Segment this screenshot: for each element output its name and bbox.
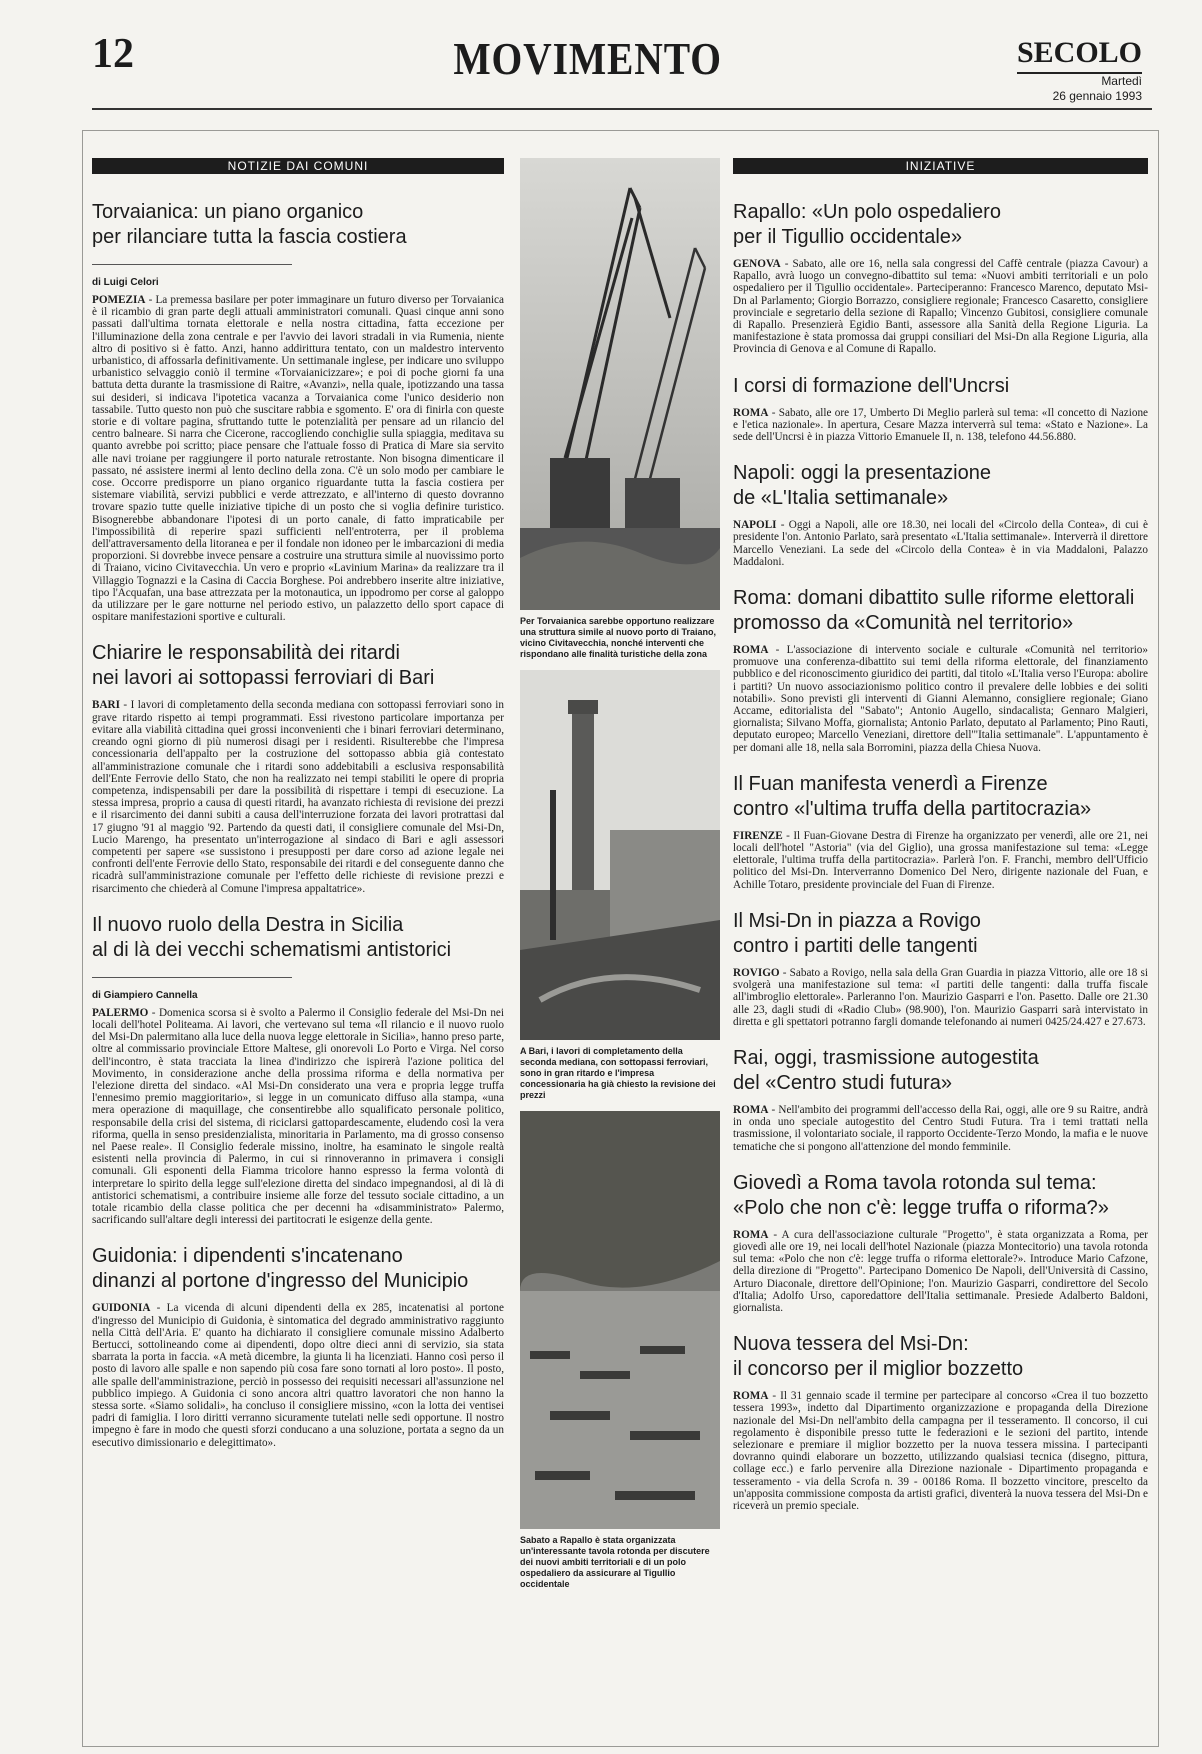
- article-body: ROMA - Nell'ambito dei programmi dell'accesso della Rai, oggi, alle ore 9 su Raitre, andrà in onda uno speciale autogestito del Centro Studi Futura. Tra i temi trattati nella trasmissione, il volontariato sociale, il rapporto Occidente-Terzo Mondo, la mafia e le nuove tematiche che si pongono all'attenzione del mondo femminile.: [733, 1103, 1148, 1153]
- masthead: [1017, 36, 1142, 104]
- article-body: ROMA - Sabato, alle ore 17, Umberto Di Meglio parlerà sul tema: «Il concetto di Nazione e l'etica nazionale». In apertura, Cesare Mazza interverrà sul tema: «Stato e Nazione». La sede dell'Uncrsi è in piazza Vittorio Emanuele II, n. 138, telefono 44.56.880.: [733, 406, 1149, 444]
- placeline: ROVIGO: [733, 966, 780, 979]
- placeline: GENOVA: [733, 258, 781, 270]
- headline: [733, 461, 1148, 511]
- article-bari: [92, 641, 504, 894]
- port-cranes-illustration: [520, 158, 720, 610]
- headline-line-2: dinanzi al portone d'ingresso del Municipio: [92, 1270, 469, 1293]
- headline-line-2: «Polo che non c'è: legge truffa o riforma?»: [733, 1196, 1109, 1219]
- article-fuan-firenze: [733, 772, 1148, 891]
- headline: [733, 909, 1148, 959]
- masthead-date: 26 gennaio 1993: [1052, 89, 1142, 103]
- article-body: ROVIGO - Sabato a Rovigo, nella sala della Gran Guardia in piazza Vittorio, alle ore 18 si svolgerà una manifestazione sul tema: «I partiti delle tangenti: dalla truffa fiscale all'imbroglio elettorale». Parleranno l'on. Maurizio Gasparri e l'on. Pasetto. Dalle ore 21.30 alle 23, dagli studi di «Radio Club» (98.900), l'on. Maurizio Gasparri sarà intervistato in diretta e gli spettatori potranno fargli domande telefonando ai numeri 0425/24.427 e 27.673.: [733, 966, 1148, 1028]
- headline-line-1: Il Fuan manifesta venerdì a Firenze: [733, 772, 1048, 795]
- left-column: [92, 158, 504, 1467]
- headline-line-1: Roma: domani dibattito sulle riforme elettorali: [733, 587, 1135, 610]
- headline-line-2: il concorso per il miglior bozzetto: [733, 1358, 1024, 1381]
- placeline: ROMA: [733, 644, 769, 657]
- byline: di Luigi Celori: [92, 264, 292, 288]
- bari-illustration: [520, 670, 720, 1040]
- article-tessera: [733, 1332, 1148, 1512]
- placeline: ROMA: [733, 406, 769, 419]
- tower-top: [568, 700, 598, 714]
- headline: [733, 1332, 1148, 1382]
- lamp-post: [550, 790, 556, 940]
- headline-line-1: Giovedì a Roma tavola rotonda sul tema:: [733, 1171, 1097, 1194]
- article-napoli: [733, 461, 1148, 568]
- header-rule: [92, 108, 1152, 110]
- headline-line-1: Napoli: oggi la presentazione: [733, 462, 991, 485]
- body-text: I lavori di completamento della seconda mediana con sottopassi ferroviari sono in grave ritardo rispetto ai tempi programmati. Essi rivestono particolare importanza per evitare alla viabilità cittadina quei grossi inconvenienti che i binari ferroviari determinano, creando ogni giorno di più numerosi disagi per i residenti. Risulterebbe che l'impresa concessionaria dell'appalto per la costruzione del sottopasso abbia già contestato all'amministrazione comunale che i ritardi sono addebitabili a esclusiva responsabilità dell'Ente Ferrovie dello Stato, che non ha realizzato nei tempi stabiliti le opere di propria competenza, indispensabili per dare la possibilità di rispettare i tempi di esecuzione. La stessa impresa, proprio a causa di questi ritardi, ha avanzato richiesta di revisione dei prezzi e il risarcimento dei danni subiti a causa dell'interruzione forzata dei lavori protrattasi dal 17 giugno '91 al maggio '92. Partendo da questi dati, il consigliere comunale del Msi-Dn, Lucio Marengo, ha presentato un'interrogazione al sindaco di Bari e agli assessori competenti per sapere «se sussistono i presupposti per dare corso ad azione legale nei confronti dell'ente Ferrovie dello Stato, responsabile dei ritardi e del conseguente danno che ricadrà sull'amministrazione comunale per l'effetto delle richieste di revisione prezzi e risarcimento che chiederà al Comune l'impresa appaltatrice».: [92, 699, 504, 895]
- rapallo-illustration: [520, 1111, 720, 1529]
- article-body: NAPOLI - Oggi a Napoli, alle ore 18.30, nei locali del «Circolo della Contea», di cui è presidente l'on. Antonio Parlato, sarà presentato «L'Italia settimanale». Interverrà il direttore Marcello Veneziani. La sede del «Circolo della Contea» è in via Maddaloni, Palazzo Maddaloni.: [733, 519, 1148, 568]
- headline: [92, 641, 504, 691]
- headline: [733, 1171, 1148, 1221]
- headline-line-1: Guidonia: i dipendenti s'incatenano: [92, 1245, 403, 1268]
- article-sicilia: [92, 913, 504, 1227]
- article-rovigo: [733, 909, 1148, 1028]
- body-text: L'associazione di intervento sociale e culturale «Comunità nel territorio» promuove una conferenza-dibattito sui temi della riforma elettorale, del finanziamento pubblico e del riconoscimento giuridico dei partiti, dal titolo «L'Italia verso l'Europa: abolire i partiti? Un nuovo associazionismo politico contro il prevalere delle lobbies e dei soliti notabili». Sono previsti gli interventi di Gianni Alemanno, consigliere regionale; Giano Accame, editorialista del "Sabato"; Antonio Augello, sindacalista; Gennaro Malgieri, giornalista; Silvano Moffa, giornalista; Antonio Parlato, deputato al Parlamento; Pino Rauti, deputato europeo; Marcello Veneziani, direttore dell'"Italia settimanale". L'appuntamento è per domani alle 18, nella sala Borromini, piazza della Chiesa Nuova.: [733, 644, 1148, 754]
- body-text: Il 31 gennaio scade il termine per partecipare al concorso «Crea il tuo bozzetto tessera 1993», indetto dal Dipartimento organizzazione e propaganda della Direzione nazionale del Msi-Dn nell'ambito della campagna per il tesseramento. Il concorso, il cui regolamento è disponibile presso tutte le federazioni e le sezioni del partito, intende selezionare e premiare il miglior bozzetto per la nuova tessera missina. I partecipanti dovranno quindi elaborare un bozzetto, utilizzando qualsiasi tecnica (disegno, pittura, collage ecc.) e farlo pervenire alla Direzione nazionale - Dipartimento propaganda e tesseramento - via della Scrofa n. 39 - 00186 Roma. Il bozzetto vincitore, prescelto da un'apposita commissione composta da artisti grafici, diventerà la nuova tessera del Msi-Dn e riceverà un premio speciale.: [733, 1390, 1148, 1512]
- article-body: POMEZIA - La premessa basilare per poter immaginare un futuro diverso per Torvaianica è il ricambio di gran parte degli attuali amministratori comunali. Quasi cinque anni sono passati dall'ultima tornata elettorale e nella nostra cittadina, fatta eccezione per l'illuminazione della zona centrale e per l'avvio dei lavori stradali in via Rumenia, niente altro di positivo si è fatto. Anzi, hanno addirittura tentato, con un maldestro intervento urbanistico, di affossarla definitivamente. Un settimanale inglese, per indicare uno sviluppo urbanistico selvaggio coniò il termine «Torvaianicizzare»; e poi di poche giorni fa una battuta detta durante la trasmissione di Raitre, «Avanzi», nella quale, ipotizzando una tassa sui desideri, si indicava l'ipotetica vacanza a Torvaianica come l'unico desiderio non tassabile. Tutto questo non può che suscitare rabbia e sgomento. E' ora di finirla con queste storie e di voltare pagina, sfruttando tutte le potenzialità per pensare ad un rilancio del centro balneare. Si narra che Cicerone, raccogliendo conchiglie sulla spiaggia, meditava su quanto avrebbe poi scritto; piace pensare che l'attuale fosso di Pratica di Mare sia servito alle navi troiane per raggiungere il porto naturale retrostante. Non bisogna dimenticare il passato, né assistere inermi al lento declino della zona. C'è un solo modo per cambiare le cose. Occorre predisporre un piano organico riguardante tutta la fascia costiera per sistemare viabilità, servizi pubblici e verde attrezzato, e all'interno di questo dovranno trovare spazio tutte quelle iniziative tipiche di un posto che si voglia definire turistico. Bisognerebbe abbandonare l'ipotesi di un porto canale, di fatto impraticabile per l'impossibilità di reperire spazi sufficienti nell'entroterra, per il problema dell'attraversamento della litoranea e per il fondale non idoneo per le imbarcazioni di media proporzioni. Si dovrebbe invece pensare a costruire una struttura simile al nuovissimo porto di Traiano, vicino Civitavecchia. Un vero e proprio «Lavinium Marina» da realizzare tra il Villaggio Tognazzi e la Casina di Caccia Borghese. Poi andrebbero inserite altre iniziative, tipo l'Acquafan, una base attrezzata per la motonautica, un ippodromo per corse al galoppo da utilizzare per le gare notturne nel periodo estivo, un palazzetto dello sport capace di ospitare manifestazioni sportive e culturali.: [92, 294, 504, 624]
- body-text: Il Fuan-Giovane Destra di Firenze ha organizzato per venerdì, alle ore 21, nei locali dell'hotel "Astoria" (via del Giglio), una grossa manifestazione sul tema: «Legge elettorale, l'ultima truffa della partitocrazia». Parlerà l'on. F. Franchi, membro dell'Ufficio politico del Msi-Dn. Interverranno Domenico Del Nero, dirigente nazionale del Fuan, e Achille Totaro, presidente provinciale del Fuan di Firenze.: [733, 829, 1148, 891]
- headline: [733, 374, 1148, 399]
- headline-line-2: promosso da «Comunità nel territorio»: [733, 612, 1074, 635]
- article-body: PALERMO - Domenica scorsa si è svolto a Palermo il Consiglio federale del Msi-Dn nei locali dell'hotel Politeama. Ai lavori, che vertevano sul tema «Il rilancio e il nuovo ruolo del Msi-Dn palermitano alla luce della nuova legge elettorale in Sicilia», hanno preso parte, oltre al commissario provinciale Ettore Maltese, gli onorevoli Lo Porto e Virga. Nel corso dell'incontro, è stata tracciata la linea d'indirizzo che ispirerà l'azione politica del Movimento, in considerazione anche della prossima riforma e della normativa per l'elezione diretta del sindaco. «Al Msi-Dn considerato una vera e propria legge truffa l'ennesimo premio maggioritario», si legge in un comunicato diffuso alla stampa, «una mera operazione di maquillage, che consentirebbe allo squalificato personale politico, responsabile della crisi del sistema, di riciclarsi gattopardescamente, eludendo così la vera riforma, quella in senso presidenzialista, minoritaria in Parlamento, ma di grosso consenso nel Paese reale». Il Consiglio federale missino, inoltre, ha esaminato le singole realtà esistenti nella provincia di Palermo, in cui si rinnoveranno in primavera i consigli comunali. Gli esponenti della Fiamma tricolore hanno espresso la ferma volontà di interpretare lo spirito della legge sull'elezione diretta del sindaco impegnandosi, al di là di antistorici schematismi, a contribuire insieme alle forze del tessuto sociale cittadino, a un totale ricambio della classe politica che per decenni ha «disamministrato» Palermo, sacrificando sull'altare degli interessi dei partitocrati le esigenze della gente.: [92, 1006, 504, 1227]
- headline-line-2: nei lavori ai sottopassi ferroviari di Bari: [92, 667, 435, 690]
- section-band-notizie: NOTIZIE DAI COMUNI: [92, 158, 504, 174]
- headline-line-1: Il nuovo ruolo della Destra in Sicilia: [92, 913, 404, 936]
- headline: [733, 586, 1148, 636]
- section-band-iniziative: INIZIATIVE: [733, 158, 1148, 174]
- article-uncrsi: [733, 374, 1148, 444]
- photo-caption-torvaianica: Per Torvaianica sarebbe opportuno realizzare una struttura simile al nuovo porto di Traiano, vicino Civitavecchia, nonché interventi che rispondano alle finalità turistiche della zona: [520, 616, 717, 659]
- headline-line-2: contro «l'ultima truffa della partitocrazia»: [733, 797, 1092, 820]
- photo-port-cranes: [520, 158, 720, 610]
- headline-line-1: Il Msi-Dn in piazza a Rovigo: [733, 909, 981, 932]
- article-body: GUIDONIA - La vicenda di alcuni dipendenti della ex 285, incatenatisi al portone d'ingresso del Municipio di Guidonia, è sintomatica del degrado amministrativo raggiunto nella Città dell'Aria. E' quanto ha dichiarato il consigliere comunale missino Adalberto Bertucci, sottolineando come ai dipendenti, dopo oltre dieci anni di servizio, sia stata sbarrata la porta in faccia. «A metà dicembre, la giunta li ha licenziati. Hanno così perso il posto di lavoro alle spalle e non sapendo più cosa fare sono tornati al loro posto». Il posto, alle spalle dell'amministrazione, perciò in possesso dei requisiti necessari all'assunzione nel pubblico impiego. A Guidonia ci sono ancora altri quattro lavoratori che non hanno la stessa sorte. «Siamo solidali», ha concluso il consigliere missino, «con la lotta dei ventisei padri di famiglia. I loro diritti verranno sicuramente tutelati nelle sedi opportune. Il nostro impegno è fare in modo che questi sforzi conducano a una soluzione, portata a segno da un esecutivo dimissionario e delegittimato».: [92, 1302, 504, 1449]
- article-rapallo: [733, 200, 1148, 356]
- article-body: ROMA - Il 31 gennaio scade il termine per partecipare al concorso «Crea il tuo bozzetto tessera 1993», indetto dal Dipartimento organizzazione e propaganda della Direzione nazionale del Msi-Dn nell'ambito della campagna per il tesseramento. Il concorso, il cui regolamento è disponibile presso tutte le federazioni e le sezioni del partito, intende selezionare e premiare il miglior bozzetto per la nuova tessera missina. I partecipanti dovranno quindi elaborare un bozzetto, utilizzando qualsiasi tecnica (disegno, pittura, collage ecc.) e farlo pervenire alla Direzione nazionale - Dipartimento propaganda e tesseramento - via della Scrofa n. 39 - 00186 Roma. Il bozzetto vincitore, prescelto da un'apposita commissione composta da artisti grafici, diventerà la nuova tessera del Msi-Dn e riceverà un premio speciale.: [733, 1390, 1148, 1512]
- headline: [733, 1046, 1148, 1096]
- body-text: Sabato, alle ore 17, Umberto Di Meglio parlerà sul tema: «Il concetto di Nazione e l'etica nazionale». In apertura, Cesare Mazza interverrà sul tema: «Stato e Nazione». La sede dell'Uncrsi è in piazza Vittorio Emanuele II, n. 138, telefono 44.56.880.: [733, 406, 1149, 444]
- headline: [733, 200, 1148, 250]
- body-text: La vicenda di alcuni dipendenti della ex 285, incatenatisi al portone d'ingresso del Municipio di Guidonia, è sintomatica del degrado amministrativo raggiunto nella Città dell'Aria. E' quanto ha dichiarato il consigliere comunale missino Adalberto Bertucci, sottolineando come ai dipendenti, dopo oltre dieci anni di servizio, sia stata sbarrata la porta in faccia. «A metà dicembre, la giunta li ha licenziati. Hanno così perso il posto di lavoro alle spalle e non sapendo più cosa fare sono tornati al loro posto». Il posto, alle spalle dell'amministrazione, perciò in possesso dei requisiti necessari all'assunzione nel pubblico impiego. A Guidonia ci sono ancora altri quattro lavoratori che non hanno la stessa sorte. «Siamo solidali», ha concluso il consigliere missino, «con la lotta dei ventisei padri di famiglia. I loro diritti verranno sicuramente tutelati nelle sedi opportune. Il nostro impegno è fare in modo che questi sforzi conducano a una soluzione, portata a segno da un esecutivo dimissionario e delegittimato».: [92, 1302, 504, 1449]
- photo-caption-rapallo: Sabato a Rapallo è stata organizzata un'interessante tavola rotonda per discutere dei nuovi ambiti territoriali e di un polo ospedaliero da assicurare al Tigullio occidentale: [520, 1535, 710, 1589]
- article-guidonia: [92, 1244, 504, 1448]
- placeline: NAPOLI: [733, 519, 777, 532]
- headline: [733, 772, 1148, 822]
- headline-line-2: per rilanciare tutta la fascia costiera: [92, 226, 407, 248]
- article-rai-futura: [733, 1046, 1148, 1153]
- section-title: MOVIMENTO: [453, 33, 722, 84]
- tower: [572, 710, 594, 890]
- placeline: FIRENZE: [733, 829, 783, 842]
- masthead-day: Martedì: [1101, 74, 1142, 88]
- photo-rapallo: [520, 1111, 720, 1529]
- headline-line-2: per il Tigullio occidentale»: [733, 226, 963, 248]
- right-column: [733, 158, 1148, 1530]
- body-text: La premessa basilare per poter immaginare un futuro diverso per Torvaianica è il ricambio di gran parte degli attuali amministratori comunali. Quasi cinque anni sono passati dall'ultima tornata elettorale e nella nostra cittadina, fatta eccezione per l'illuminazione della zona centrale e per l'avvio dei lavori stradali in via Rumenia, niente altro di positivo si è fatto. Anzi, hanno addirittura tentato, con un maldestro intervento urbanistico, di affossarla definitivamente. Un settimanale inglese, per indicare uno sviluppo urbanistico selvaggio coniò il termine «Torvaianicizzare»; e poi di poche giorni fa una battuta detta durante la trasmissione di Raitre, «Avanzi», nella quale, ipotizzando una tassa sui desideri, si indicava l'ipotetica vacanza a Torvaianica come l'unico desiderio non tassabile. Tutto questo non può che suscitare rabbia e sgomento. E' ora di finirla con queste storie e di voltare pagina, sfruttando tutte le potenzialità per pensare ad un rilancio del centro balneare. Si narra che Cicerone, raccogliendo conchiglie sulla spiaggia, meditava su quanto avrebbe poi scritto; piace pensare che l'attuale fosso di Pratica di Mare sia servito alle navi troiane per raggiungere il porto naturale retrostante. Non bisogna dimenticare il passato, né assistere inermi al lento declino della zona. C'è un solo modo per cambiare le cose. Occorre predisporre un piano organico riguardante tutta la fascia costiera per sistemare viabilità, servizi pubblici e verde attrezzato, e all'interno di questo dovranno trovare spazio tutte quelle iniziative tipiche di un posto che si voglia definire turistico. Bisognerebbe abbandonare l'ipotesi di un porto canale, di fatto impraticabile per l'impossibilità di reperire spazi sufficienti nell'entroterra, per il problema dell'attraversamento della litoranea e per il fondale non idoneo per le imbarcazioni di media proporzioni. Si dovrebbe invece pensare a costruire una struttura simile al nuovissimo porto di Traiano, vicino Civitavecchia. Un vero e proprio «Lavinium Marina» da realizzare tra il Villaggio Tognazzi e la Casina di Caccia Borghese. Poi andrebbero inserite altre iniziative, tipo l'Acquafan, una base attrezzata per la motonautica, un ippodromo per corse al galoppo da utilizzare per le gare notturne nel periodo estivo, un palazzetto dello sport capace di ospitare manifestazioni sportive e culturali.: [92, 294, 504, 624]
- headline: [92, 1244, 504, 1294]
- placeline: PALERMO: [92, 1006, 149, 1019]
- article-roma-riforme: [733, 586, 1148, 754]
- placeline: ROMA: [733, 1390, 769, 1403]
- headline-line-1: Chiarire le responsabilità dei ritardi: [92, 642, 400, 665]
- headline-line-2: del «Centro studi futura»: [733, 1071, 953, 1094]
- headline: [92, 913, 504, 963]
- headline-line-2: de «L'Italia settimanale»: [733, 487, 949, 510]
- body-text: A cura dell'associazione culturale "Progetto", è stata organizzata a Roma, per giovedì alle ore 19, nei locali dell'hotel Nazionale (piazza Montecitorio) una tavola rotonda sul tema: «Polo che non c'è: legge truffa o riforma elettorale?». Introduce Mario Cafzone, della direzione di "Progetto". Partecipano Domenico De Napoli, dell'Università di Cassino, Arturo Diaconale, direttore dell'Opinione; l'on. Maurizio Gasparri, condirettore del Secolo d'Italia; Adolfo Urso, caporedattore dell'Italia settimanale. Presiede Adalberto Baldoni, giornalista.: [733, 1228, 1148, 1314]
- byline: di Giampiero Cannella: [92, 977, 292, 1001]
- body-text: Oggi a Napoli, alle ore 18.30, nei locali del «Circolo della Contea», di cui è presidente l'on. Antonio Parlato, sarà presentato «L'Italia settimanale». Interverrà il direttore Marcello Veneziani. La sede del «Circolo della Contea» è in via Maddaloni, Palazzo Maddaloni.: [733, 519, 1148, 568]
- body-text: Nell'ambito dei programmi dell'accesso della Rai, oggi, alle ore 9 su Raitre, andrà in onda uno speciale autogestito del Centro Studi Futura. Tra i temi trattati nella trasmissione, il volontariato sociale, il rapporto Occidente-Terzo Mondo, la mafia e le nuove tematiche che si pongono all'attenzione del mondo femminile.: [733, 1103, 1148, 1153]
- article-body: ROMA - L'associazione di intervento sociale e culturale «Comunità nel territorio» promuove una conferenza-dibattito sui temi della riforma elettorale, del finanziamento pubblico e del riconoscimento giuridico dei partiti, dal titolo «L'Italia verso l'Europa: abolire i partiti? Un nuovo associazionismo politico contro il prevalere delle lobbies e dei soliti notabili». Sono previsti gli interventi di Gianni Alemanno, consigliere regionale; Giano Accame, editorialista del "Sabato"; Antonio Augello, sindacalista; Gennaro Malgieri, giornalista; Silvano Moffa, giornalista; Antonio Parlato, deputato al Parlamento; Pino Rauti, deputato europeo; Marcello Veneziani, direttore dell'"Italia settimanale". L'appuntamento è per domani alle 18, nella sala Borromini, piazza della Chiesa Nuova.: [733, 644, 1148, 754]
- headline-line-1: Nuova tessera del Msi-Dn:: [733, 1333, 969, 1356]
- photo-column: [520, 158, 720, 1600]
- headline: [92, 200, 504, 250]
- photo-caption-bari: A Bari, i lavori di completamento della seconda mediana, con sottopassi ferroviari, sono in gran ritardo e l'impresa concessionaria ha già chiesto la revisione dei prezzi: [520, 1046, 716, 1100]
- body-text: Sabato a Rovigo, nella sala della Gran Guardia in piazza Vittorio, alle ore 18 si svolgerà una manifestazione sul tema: «I partiti delle tangenti: dalla truffa fiscale all'imbroglio elettorale». Parleranno l'on. Maurizio Gasparri e l'on. Pasetto. Dalle ore 21.30 alle 23, dagli studi di «Radio Club» (98.900), l'on. Maurizio Gasparri sarà intervistato in diretta e gli spettatori potranno fargli domande telefonando ai numeri 0425/24.427 e 27.673.: [733, 966, 1148, 1028]
- body-text: Sabato, alle ore 16, nella sala congressi del Caffè centrale (piazza Cavour) a Rapallo, avrà luogo un convegno-dibattito sul tema: «Nuovi ambiti territoriali e un polo ospedaliero per il Tigullio occidentale». Parteciperanno: Francesco Marenco, deputato Msi-Dn al Parlamento; Giorgio Borrazzo, consigliere regionale; Francesco Casaretto, consigliere provinciale e segretario della sezione di Rapallo; Vincenzo Gubitosi, consigliere comunale di Rapallo. Presenzierà Egidio Banti, assessore alla Sanità della Regione Liguria. La manifestazione è stata promossa dai gruppi consiliari del Msi-Dn alla Regione Liguria, alla Provincia di Genova e al Comune di Rapallo.: [733, 258, 1148, 356]
- placeline: GUIDONIA: [92, 1302, 151, 1315]
- article-body: GENOVA - Sabato, alle ore 16, nella sala congressi del Caffè centrale (piazza Cavour) a Rapallo, avrà luogo un convegno-dibattito sul tema: «Nuovi ambiti territoriali e un polo ospedaliero per il Tigullio occidentale». Parteciperanno: Francesco Marenco, deputato Msi-Dn al Parlamento; Giorgio Borrazzo, consigliere regionale; Francesco Casaretto, consigliere provinciale e segretario della sezione di Rapallo; Vincenzo Gubitosi, consigliere comunale di Rapallo. Presenzierà Egidio Banti, assessore alla Sanità della Regione Liguria. La manifestazione è stata promossa dai gruppi consiliari del Msi-Dn alla Regione Liguria, alla Provincia di Genova e al Comune di Rapallo.: [733, 258, 1148, 356]
- headline-line-1: Rapallo: «Un polo ospedaliero: [733, 201, 1001, 223]
- page-number: 12: [92, 31, 134, 77]
- article-body: BARI - I lavori di completamento della seconda mediana con sottopassi ferroviari sono in grave ritardo rispetto ai tempi programmati. Essi rivestono particolare importanza per evitare alla viabilità cittadina quei grossi inconvenienti che i binari ferroviari determinano, creando ogni giorno di più numerosi disagi per i residenti. Risulterebbe che l'impresa concessionaria dell'appalto per la costruzione del sottopasso abbia già contestato all'amministrazione comunale che i ritardi sono addebitabili a esclusiva responsabilità dell'Ente Ferrovie dello Stato, che non ha realizzato nei tempi stabiliti le opere di propria competenza, indispensabili per dare la possibilità di rispettare i tempi di esecuzione. La stessa impresa, proprio a causa di questi ritardi, ha avanzato richiesta di revisione dei prezzi e il risarcimento dei danni subiti a causa dell'interruzione forzata dei lavori protrattasi dal 17 giugno '91 al maggio '92. Partendo da questi dati, il consigliere comunale del Msi-Dn, Lucio Marengo, ha presentato un'interrogazione al sindaco di Bari e agli assessori competenti per sapere «se sussistono i presupposti per dare corso ad azione legale nei confronti dell'ente Ferrovie dello Stato, responsabile dei ritardi e del conseguente danno che ricadrà sull'amministrazione comunale per l'effetto delle richieste di revisione prezzi e risarcimento che chiederà al Comune l'impresa appaltatrice».: [92, 699, 504, 895]
- headline-line-2: al di là dei vecchi schematismi antistorici: [92, 938, 452, 961]
- headline-line-2: contro i partiti delle tangenti: [733, 934, 978, 957]
- placeline: POMEZIA: [92, 294, 146, 306]
- article-body: FIRENZE - Il Fuan-Giovane Destra di Firenze ha organizzato per venerdì, alle ore 21, nei locali dell'hotel "Astoria" (via del Giglio), una grossa manifestazione sul tema: «Legge elettorale, l'ultima truffa della partitocrazia». Parlerà l'on. F. Franchi, membro dell'Ufficio politico del Msi-Dn. Interverranno Domenico Del Nero, dirigente nazionale del Fuan, e Achille Totaro, presidente provinciale del Fuan di Firenze.: [733, 829, 1148, 891]
- article-tavola-rotonda: [733, 1171, 1148, 1314]
- body-text: Domenica scorsa si è svolto a Palermo il Consiglio federale del Msi-Dn nei locali dell'hotel Politeama. Ai lavori, che vertevano sul tema «Il rilancio e il nuovo ruolo del Msi-Dn palermitano alla luce della nuova legge elettorale in Sicilia», hanno preso parte, oltre al commissario provinciale Ettore Maltese, gli onorevoli Lo Porto e Virga. Nel corso dell'incontro, è stata tracciata la linea d'indirizzo che ispirerà l'azione politica del Movimento, in considerazione anche della prossima riforma e della normativa per l'elezione diretta del sindaco. «Al Msi-Dn considerato una vera e propria legge truffa l'ennesimo premio maggioritario», si legge in un comunicato diffuso alla stampa, «una mera operazione di maquillage, che consentirebbe allo squalificato personale politico, responsabile della crisi del sistema, di riciclarsi gattopardescamente, eludendo così la vera riforma, quella in senso presidenzialista, minoritaria in Parlamento, ma di grosso consenso nel Paese reale». Il Consiglio federale missino, inoltre, ha esaminato le singole realtà esistenti nella provincia di Palermo, in cui si rinnoveranno in primavera i consigli comunali. Gli esponenti della Fiamma tricolore hanno espresso la ferma volontà di interpretare lo spirito della legge sull'elezione diretta del sindaco impegnandosi, al di là di antistorici schematismi, a contribuire insieme alle forze del tessuto sociale cittadino, a un totale ricambio della classe politica che per decenni ha «disamministrato» Palermo, sacrificando sull'altare degli interessi dei partitocrati le esigenze della gente.: [92, 1006, 504, 1227]
- page-header: [0, 0, 1202, 120]
- placeline: BARI: [92, 699, 120, 712]
- headline-line-1: Torvaianica: un piano organico: [92, 201, 364, 223]
- placeline: ROMA: [733, 1103, 769, 1116]
- article-body: ROMA - A cura dell'associazione culturale "Progetto", è stata organizzata a Roma, per giovedì alle ore 19, nei locali dell'hotel Nazionale (piazza Montecitorio) una tavola rotonda sul tema: «Polo che non c'è: legge truffa o riforma elettorale?». Introduce Mario Cafzone, della direzione di "Progetto". Partecipano Domenico De Napoli, dell'Università di Cassino, Arturo Diaconale, direttore dell'Opinione; l'on. Maurizio Gasparri, condirettore del Secolo d'Italia; Adolfo Urso, caporedattore dell'Italia settimanale. Presiede Adalberto Baldoni, giornalista.: [733, 1228, 1148, 1314]
- photo-bari: [520, 670, 720, 1040]
- article-torvaianica: [92, 200, 504, 623]
- placeline: ROMA: [733, 1228, 769, 1241]
- crane-cabin-1: [550, 458, 610, 528]
- headline-line-1: I corsi di formazione dell'Uncrsi: [733, 374, 1010, 397]
- headline-line-1: Rai, oggi, trasmissione autogestita: [733, 1046, 1039, 1069]
- masthead-logo: SECOLO: [1017, 36, 1142, 74]
- hillside-town: [520, 1111, 720, 1291]
